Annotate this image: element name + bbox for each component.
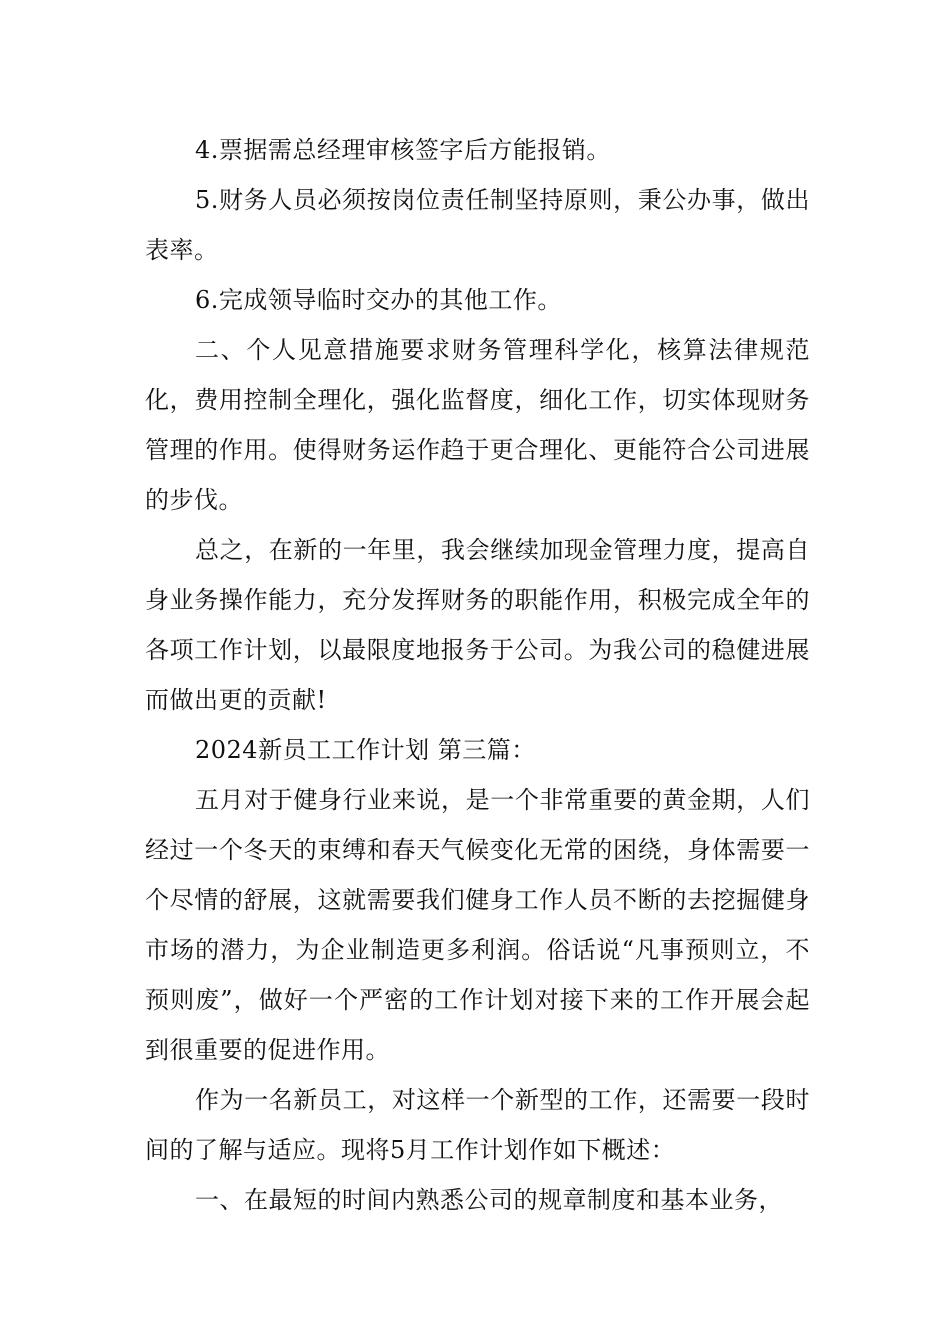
paragraph-item-6-other-tasks: 6.完成领导临时交办的其他工作。 [195,286,562,314]
document-body [145,125,810,1225]
paragraph-may-fitness-intro: 五月对于健身行业来说，是一个非常重要的黄金期，人们经过一个冬天的束缚和春天气候变化无常的困绕，身体需要一个尽情的舒展，这就需要我们健身工作人员不断的去挖掘健身市场的潜力，为企业制造更多利润。俗话说“凡事预则立，不预则废”，做好一个严密的工作计划对接下来的工作开展会起到很重要的促进作用。 [145,786,810,1064]
paragraph-summary: 总之，在新的一年里，我会继续加现金管理力度，提高自身业务操作能力，充分发挥财务的职能作用，积极完成全年的各项工作计划，以最限度地报务于公司。为我公司的稳健进展而做出更的贡献! [145,536,810,714]
section-heading-part-3: 2024新员工工作计划 第三篇： [195,736,536,764]
paragraph-section-2-suggestions: 二、个人见意措施要求财务管理科学化，核算法律规范化，费用控制全理化，强化监督度，细化工作，切实体现财务管理的作用。使得财务运作趋于更合理化、更能符合公司进展的步伐。 [145,336,810,514]
paragraph-item-5-finance-staff-duty: 5.财务人员必须按岗位责任制坚持原则，秉公办事，做出表率。 [145,186,810,264]
paragraph-item-4-invoice-approval: 4.票据需总经理审核签字后方能报销。 [195,136,611,164]
paragraph-section-1-start: 一、在最短的时间内熟悉公司的规章制度和基本业务， [195,1186,783,1214]
paragraph-new-employee-overview: 作为一名新员工，对这样一个新型的工作，还需要一段时间的了解与适应。现将5月工作计划作如下概述： [145,1086,810,1164]
